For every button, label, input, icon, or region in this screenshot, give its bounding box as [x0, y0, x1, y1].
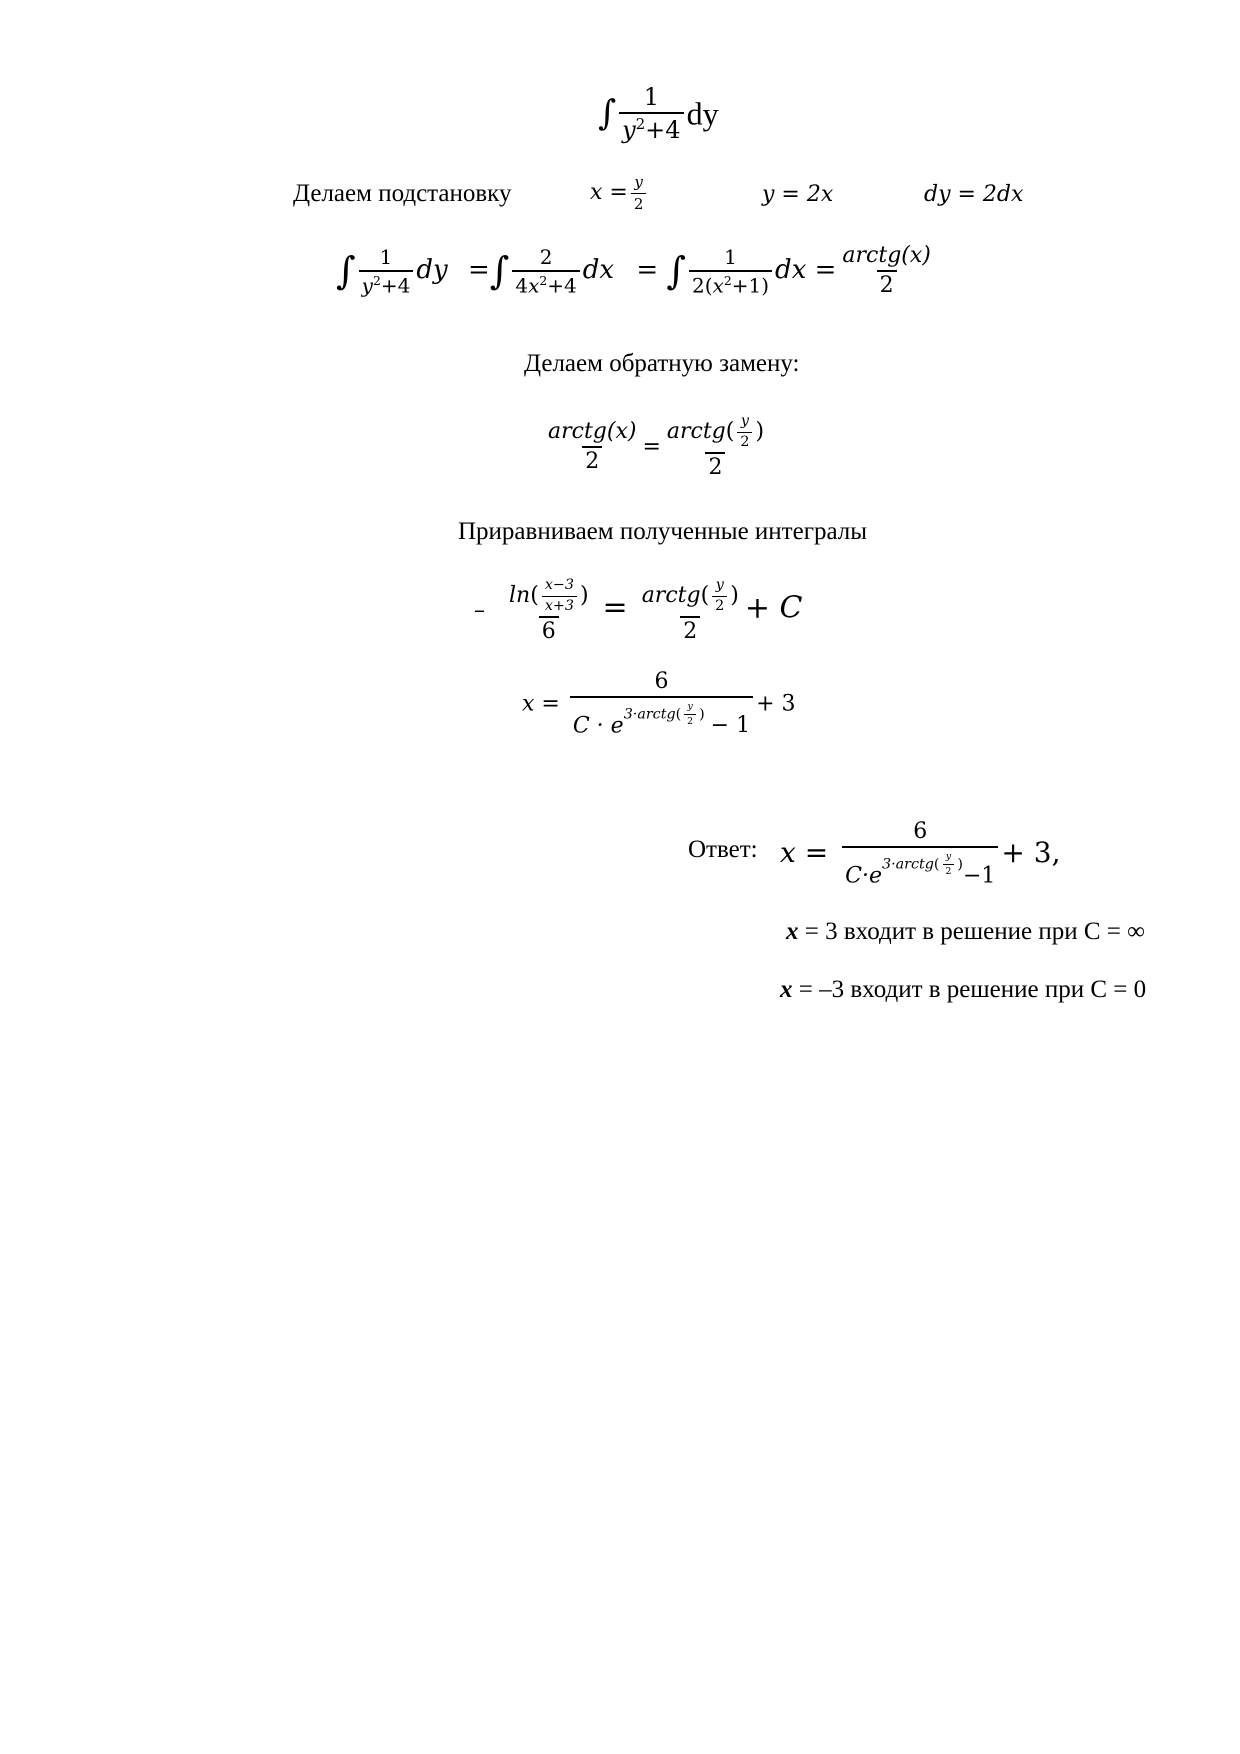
substitution-label: Делаем подстановку	[293, 180, 512, 207]
equate-equation: – ln( $\frac{x-3}{x+3}$ ) 6 = arctg( $\frac{y}{2}$ ) 2 + C	[474, 577, 803, 645]
integral-chain: ∫ $\frac{1}{y^2+4}$ dy =∫ $\frac{2}{4x^2+4}$ dx = ∫ $\frac{1}{2(x^2+1)}$ dx = $\frac{\text{arctg(x)}}{2}$	[336, 243, 931, 299]
reverse-label: Делаем обратную замену:	[524, 350, 800, 377]
answer-label: Ответ:	[688, 836, 758, 863]
solution-equation: x = 6 C · e3·arctg( $\frac{y}{2}$ ) − 1 + 3	[522, 669, 796, 739]
integral-expression-1	[598, 84, 719, 144]
fraction: $\frac{1}{y^2+4}$	[619, 84, 683, 144]
answer-equation: x = 6 C·e3·arctg( $\frac{y}{2}$ )−1 + 3,	[780, 819, 1061, 889]
substitution-eq-2: y = 2x	[762, 182, 834, 207]
differential: dy	[686, 95, 719, 132]
substitution-eq-3: dy = 2dx	[924, 182, 1024, 207]
integral-sign: ∫	[598, 93, 617, 134]
substitution-eq-1: x = $\frac{y}{2}$	[590, 174, 649, 212]
equate-label: Приравниваем полученные интегралы	[458, 518, 868, 545]
note-positive-3: x = 3 входит в решение при C = ∞	[786, 918, 1145, 945]
reverse-equation: $\frac{\text{arctg(x)}}{2}$ = arctg( $\frac{y}{2}$ ) 2	[548, 413, 765, 481]
note-negative-3: x = –3 входит в решение при C = 0	[780, 976, 1147, 1003]
